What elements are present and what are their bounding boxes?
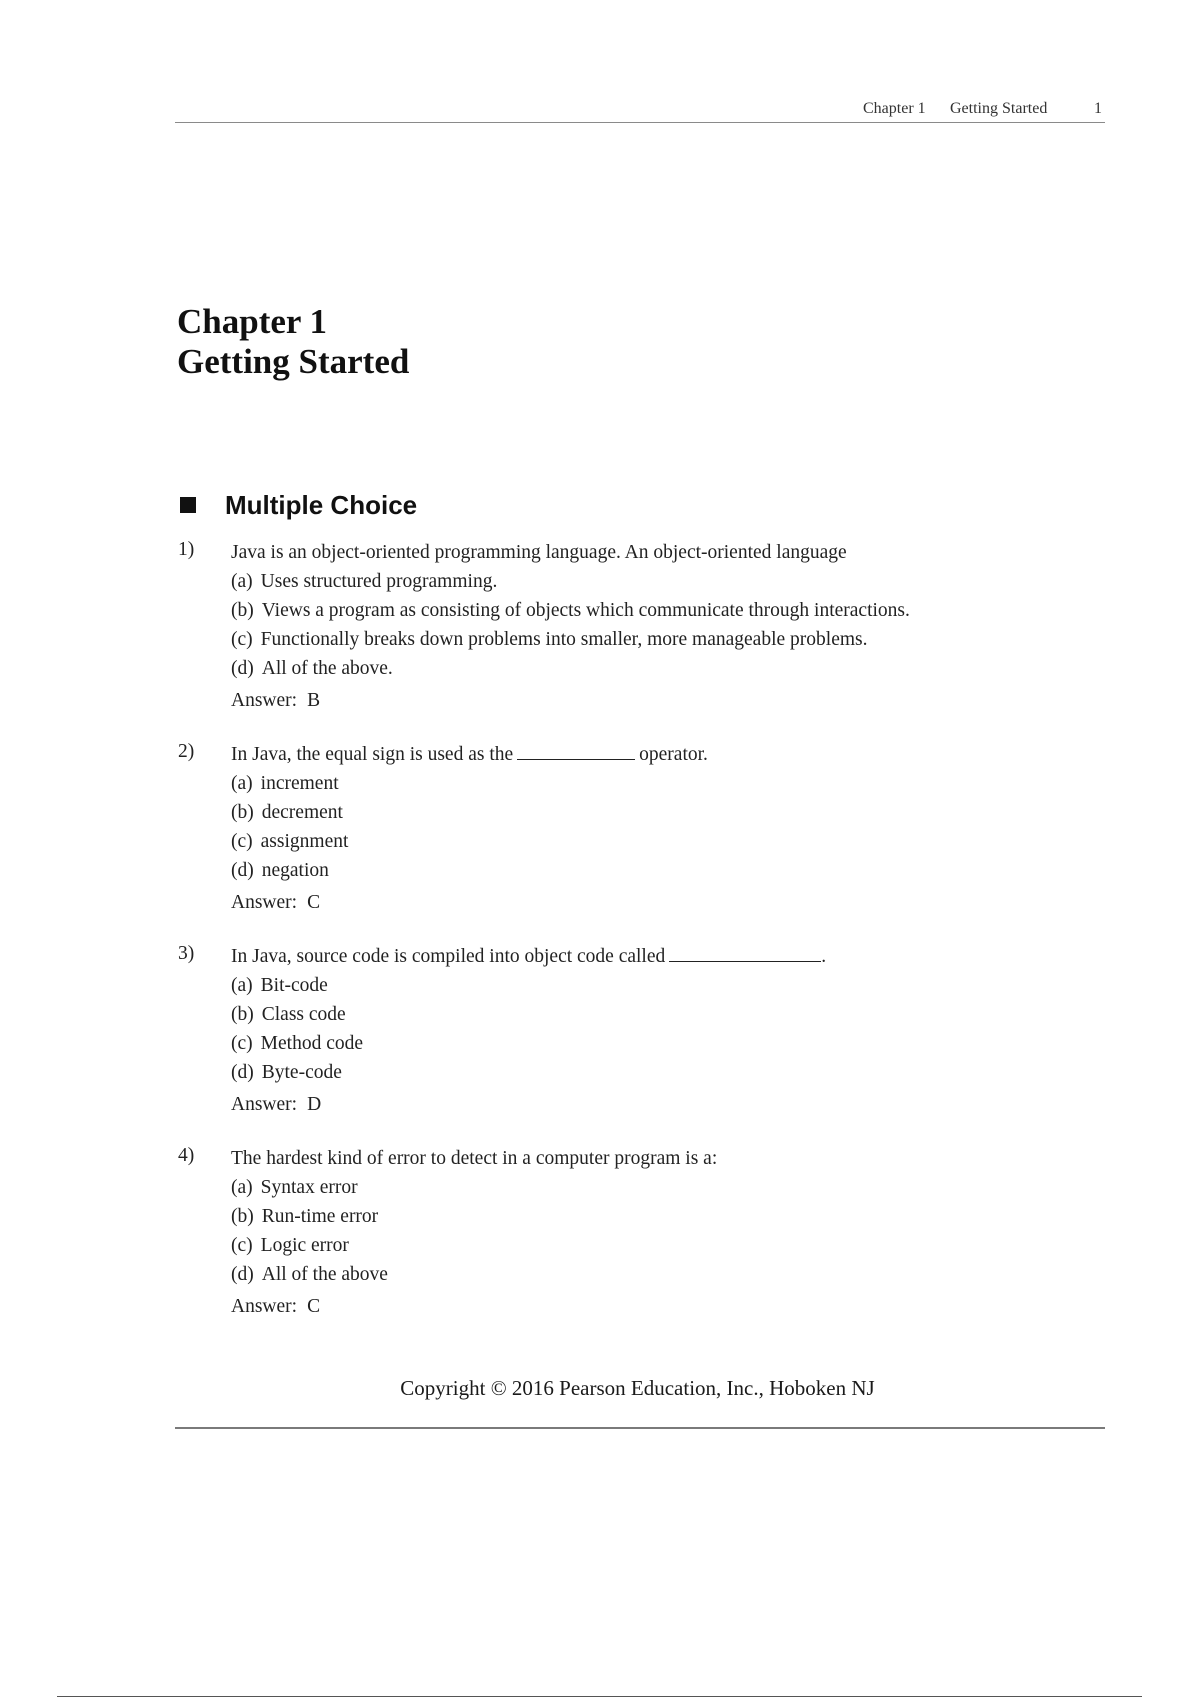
option-text: Functionally breaks down problems into smaller, more manageable problems.	[260, 629, 868, 650]
option-list	[231, 971, 1081, 1087]
answer-value: D	[307, 1094, 322, 1115]
option-b	[231, 1000, 1081, 1029]
answer-label: Answer:	[231, 1094, 298, 1115]
option-c	[231, 827, 1081, 856]
chapter-title: Getting Started	[177, 342, 410, 381]
option-list	[231, 567, 1081, 683]
option-letter: (c)	[231, 1033, 253, 1054]
question-stem	[231, 741, 1081, 769]
option-letter: (a)	[231, 773, 253, 794]
option-b	[231, 596, 1081, 625]
option-d	[231, 1058, 1081, 1087]
answer-value: B	[307, 690, 321, 711]
option-letter: (c)	[231, 1235, 253, 1256]
option-text: Syntax error	[260, 1177, 358, 1198]
option-d	[231, 654, 1081, 683]
answer-label: Answer:	[231, 1296, 298, 1317]
question-body	[231, 741, 1081, 917]
answer-value: C	[307, 1296, 321, 1317]
answer-line	[231, 1091, 1081, 1119]
option-a	[231, 971, 1081, 1000]
question-stem	[231, 943, 1081, 971]
question-body	[231, 1145, 1081, 1321]
option-a	[231, 567, 1081, 596]
question-text-after: .	[821, 946, 827, 967]
footer-divider	[175, 1427, 1105, 1429]
section-heading	[180, 488, 418, 522]
option-d	[231, 1260, 1081, 1289]
option-letter: (b)	[231, 600, 254, 621]
question-number: 1)	[178, 539, 195, 560]
option-letter: (b)	[231, 1206, 254, 1227]
option-letter: (b)	[231, 1004, 254, 1025]
answer-label: Answer:	[231, 690, 298, 711]
option-text: Views a program as consisting of objects which communicate through interactions.	[261, 600, 910, 621]
option-a	[231, 1173, 1081, 1202]
question-number: 3)	[178, 943, 195, 964]
option-letter: (a)	[231, 571, 253, 592]
option-text: Byte-code	[261, 1062, 342, 1083]
question-body	[231, 943, 1081, 1119]
chapter-heading	[177, 302, 409, 382]
option-c	[231, 625, 1081, 654]
option-c	[231, 1029, 1081, 1058]
option-letter: (d)	[231, 1264, 254, 1285]
question-stem	[231, 1145, 1081, 1173]
option-text: Uses structured programming.	[260, 571, 498, 592]
option-text: increment	[260, 773, 339, 794]
question-number: 2)	[178, 741, 195, 762]
option-d	[231, 856, 1081, 885]
question-text: Java is an object-oriented programming language. An object-oriented language	[231, 542, 847, 563]
option-list	[231, 769, 1081, 885]
running-header	[175, 98, 1105, 123]
option-text: All of the above	[261, 1264, 388, 1285]
option-letter: (d)	[231, 860, 254, 881]
option-list	[231, 1173, 1081, 1289]
question-number: 4)	[178, 1145, 195, 1166]
option-b	[231, 1202, 1081, 1231]
option-a	[231, 769, 1081, 798]
option-text: Bit-code	[260, 975, 328, 996]
question-body	[231, 539, 1081, 715]
question-text-after: operator.	[639, 744, 708, 765]
option-letter: (b)	[231, 802, 254, 823]
question-text: The hardest kind of error to detect in a computer program is a:	[231, 1148, 718, 1169]
option-letter: (a)	[231, 975, 253, 996]
answer-label: Answer:	[231, 892, 298, 913]
fill-in-blank	[669, 943, 821, 962]
option-text: Logic error	[260, 1235, 349, 1256]
option-c	[231, 1231, 1081, 1260]
chapter-number: Chapter 1	[177, 302, 328, 341]
option-text: Run-time error	[261, 1206, 379, 1227]
page-bottom-divider	[57, 1696, 1142, 1697]
option-text: negation	[261, 860, 329, 881]
option-letter: (d)	[231, 1062, 254, 1083]
running-header-title: Getting Started	[950, 100, 1048, 117]
option-b	[231, 798, 1081, 827]
option-letter: (c)	[231, 629, 253, 650]
option-letter: (a)	[231, 1177, 253, 1198]
question-text: In Java, the equal sign is used as the	[231, 744, 514, 765]
answer-value: C	[307, 892, 321, 913]
option-letter: (d)	[231, 658, 254, 679]
question-stem	[231, 539, 1081, 567]
answer-line	[231, 1293, 1081, 1321]
running-header-chapter: Chapter 1	[863, 100, 926, 117]
answer-line	[231, 889, 1081, 917]
option-text: All of the above.	[261, 658, 393, 679]
option-text: Class code	[261, 1004, 346, 1025]
copyright-notice: Copyright © 2016 Pearson Education, Inc., Hoboken NJ	[400, 1376, 875, 1400]
option-letter: (c)	[231, 831, 253, 852]
option-text: Method code	[260, 1033, 364, 1054]
option-text: assignment	[260, 831, 349, 852]
answer-line	[231, 687, 1081, 715]
fill-in-blank	[517, 741, 635, 760]
square-bullet-icon	[180, 497, 196, 513]
option-text: decrement	[261, 802, 343, 823]
section-title: Multiple Choice	[225, 490, 418, 520]
question-text: In Java, source code is compiled into object code called	[231, 946, 666, 967]
page-number: 1	[1094, 100, 1102, 117]
